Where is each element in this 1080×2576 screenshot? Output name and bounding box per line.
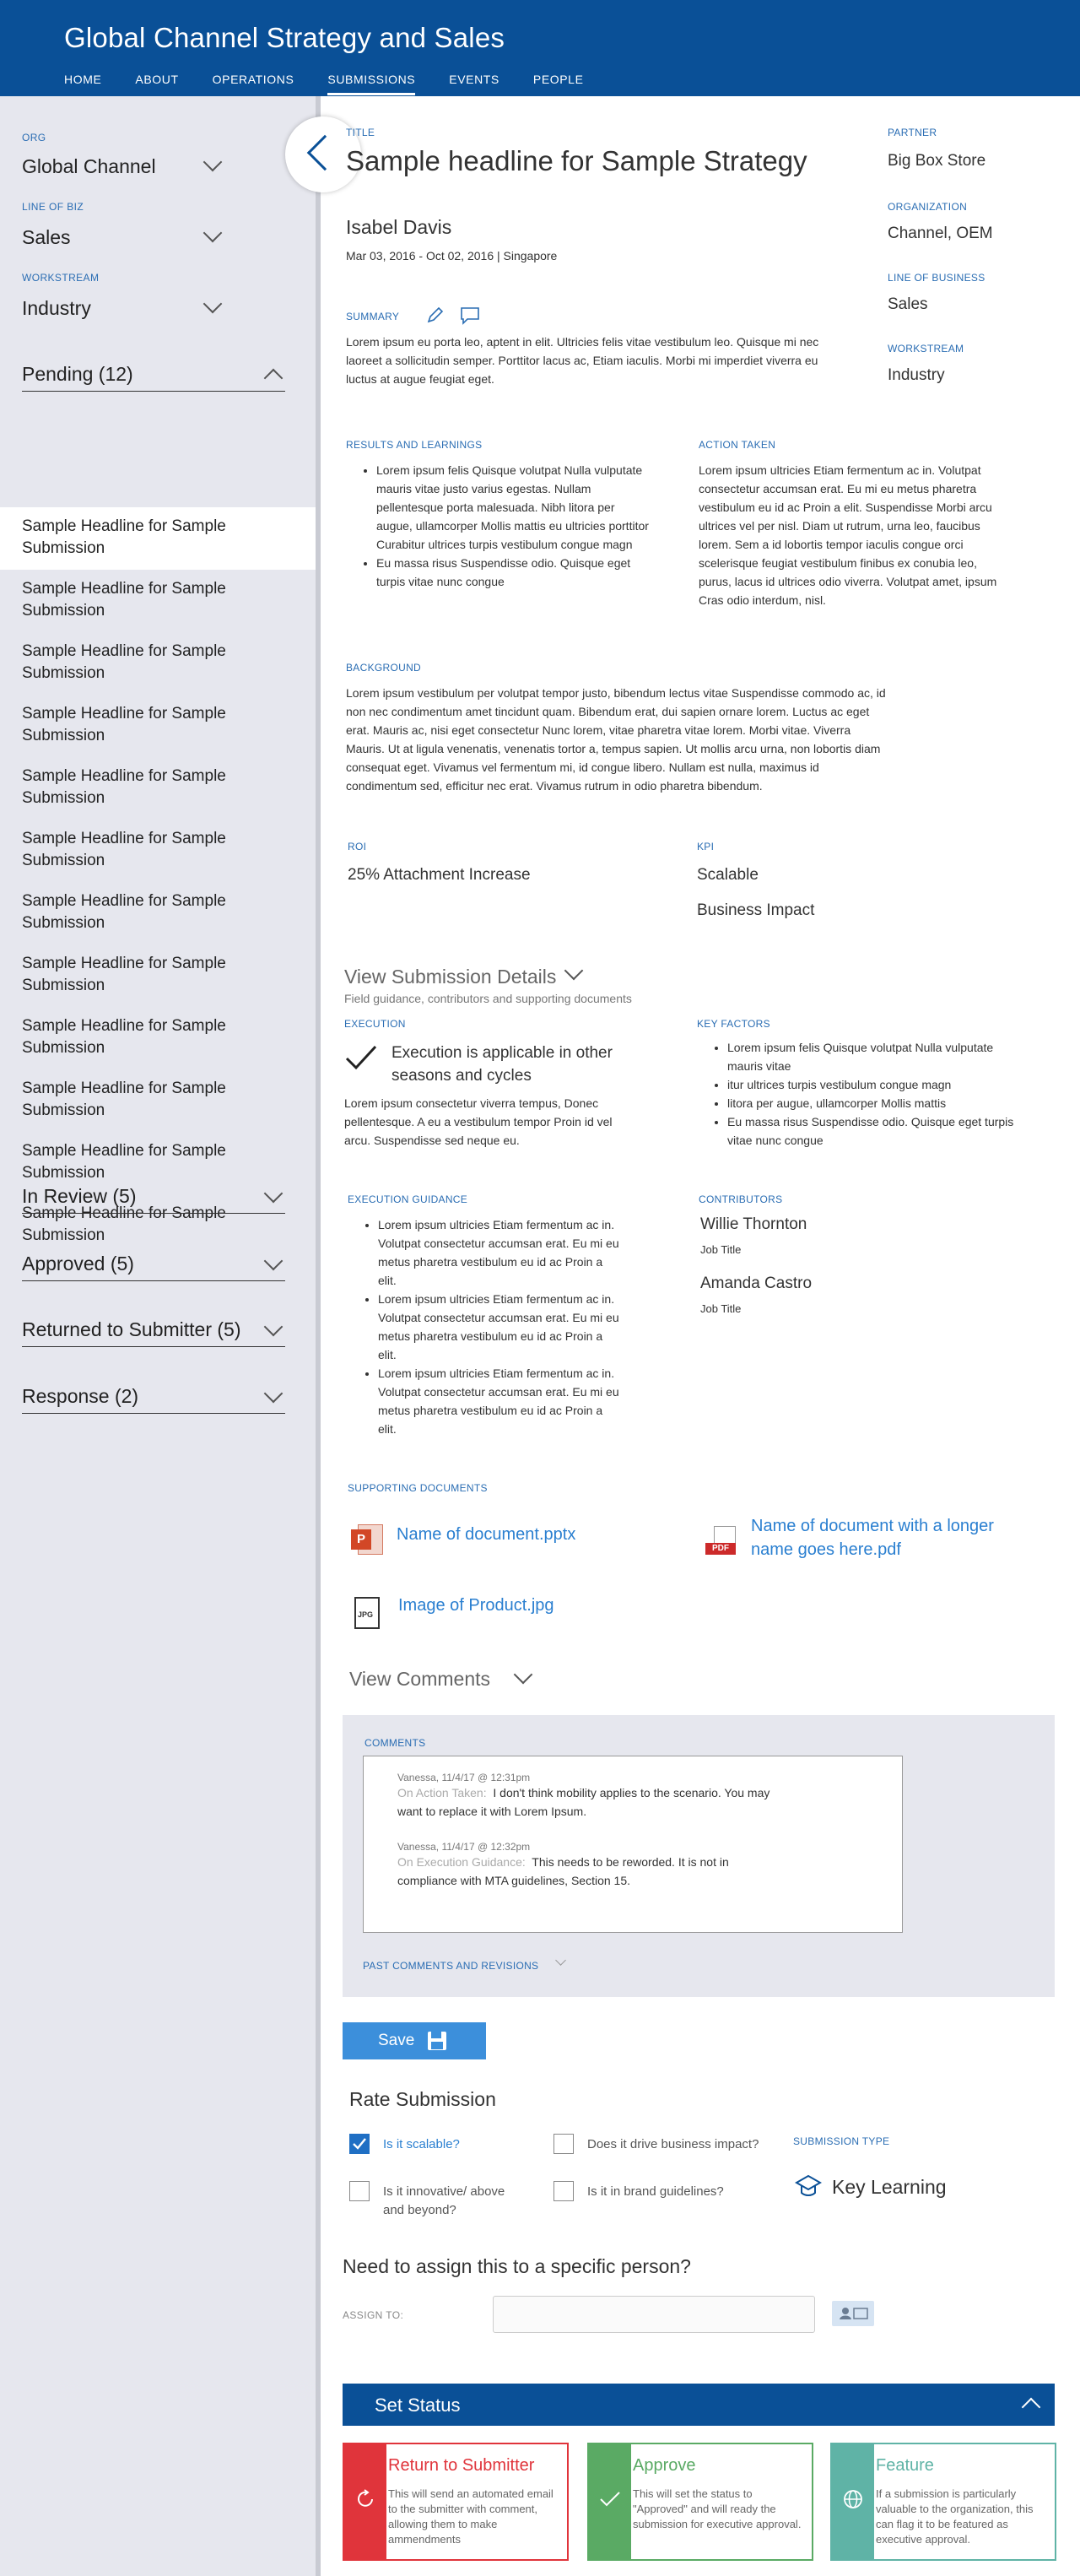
chevron-down-icon	[203, 153, 223, 172]
nav-about[interactable]: ABOUT	[135, 73, 179, 86]
background-label: BACKGROUND	[346, 662, 422, 674]
execution-label: EXECUTION	[344, 1018, 406, 1030]
view-details-subtitle: Field guidance, contributors and supporting documents	[344, 992, 632, 1005]
chevron-down-icon	[264, 1384, 284, 1404]
list-item: • Lorem ipsum felis Quisque volutpat Nulla vulputate mauris vitae	[727, 1038, 1018, 1075]
contributor-name[interactable]: Willie Thornton	[700, 1215, 807, 1233]
key-factors-list	[697, 1038, 1018, 1150]
save-button[interactable]	[343, 2022, 486, 2059]
edit-icon[interactable]	[425, 306, 446, 326]
kpi-label: KPI	[697, 841, 715, 852]
document-link[interactable]: Image of Product.jpg	[398, 1596, 554, 1615]
kpi-value-1: Scalable	[697, 866, 759, 884]
return-description: This will send an automated email to the submitter with comment, allowing them to make ammendments	[388, 2487, 554, 2546]
organization-value: Channel, OEM	[888, 225, 993, 242]
comments-panel	[343, 1715, 1055, 1997]
set-status-label: Set Status	[375, 2395, 461, 2416]
list-item: • Lorem ipsum ultricies Etiam fermentum ac in. Volutpat consectetur accumsan erat. Eu mi eu metus pharetra vestibulum eu id ac Proin a elit.	[378, 1290, 623, 1364]
past-comments-label: PAST COMMENTS AND REVISIONS	[363, 1960, 539, 1972]
nav-submissions[interactable]: SUBMISSIONS	[327, 73, 415, 95]
chevron-down-icon	[203, 224, 223, 243]
assign-label: ASSIGN TO:	[343, 2309, 404, 2321]
approve-card[interactable]	[587, 2443, 813, 2561]
list-item[interactable]: Sample Headline for Sample Submission	[22, 705, 226, 744]
returned-label: Returned to Submitter (5)	[22, 1318, 241, 1340]
contributors-label: CONTRIBUTORS	[699, 1193, 783, 1205]
list-item[interactable]: Sample Headline for Sample Submission	[22, 1142, 226, 1182]
workstream-info-value: Industry	[888, 366, 945, 384]
list-item[interactable]: Sample Headline for Sample Submission	[22, 580, 226, 620]
section-returned[interactable]	[22, 1318, 285, 1347]
lob-info-value: Sales	[888, 295, 928, 313]
document-link[interactable]: Name of document.pptx	[397, 1525, 576, 1544]
contributor-name[interactable]: Amanda Castro	[700, 1274, 813, 1292]
set-status-header[interactable]	[343, 2384, 1055, 2426]
graduation-cap-icon	[795, 2173, 822, 2200]
contact-icon	[832, 2301, 874, 2326]
contributor-title: Job Title	[700, 1243, 742, 1256]
checkmark-icon	[599, 2490, 621, 2508]
pdf-badge: PDF	[705, 1543, 736, 1555]
contributor-title: Job Title	[700, 1302, 742, 1315]
list-item[interactable]: Sample Headline for Sample Submission	[22, 1204, 226, 1244]
brand-label: Is it in brand guidelines?	[587, 2184, 724, 2199]
comment-icon[interactable]	[459, 306, 481, 326]
page-title: Sample headline for Sample Strategy	[346, 145, 807, 176]
comment-text: I don't think mobility applies to the scenario. You may want to replace it with Lorem Ipsum.	[397, 1786, 770, 1818]
nav-people[interactable]: PEOPLE	[532, 73, 584, 86]
list-item[interactable]: Sample Headline for Sample Submission	[22, 1017, 226, 1057]
list-item: • Lorem ipsum felis Quisque volutpat Nulla vulputate mauris vitae justo varius egestas. Nullam pellentesque porta malesuada. Nibh litora per augue, ullamcorper Mollis mattis eu ultricies porttitor Curabitur ultrices turpis vestibulum congue magn	[376, 461, 650, 554]
execution-check-text: Execution is applicable in other seasons and cycles	[392, 1044, 613, 1085]
action-label: ACTION TAKEN	[699, 439, 776, 451]
guidance-list	[348, 1215, 623, 1438]
floppy-disk-icon	[427, 2031, 447, 2051]
chevron-up-icon	[264, 369, 284, 388]
summary-label: SUMMARY	[346, 311, 400, 322]
title-label: TITLE	[346, 127, 375, 138]
comment-body	[397, 1783, 786, 1821]
workstream-info-label: WORKSTREAM	[888, 343, 964, 354]
workstream-select[interactable]	[22, 297, 224, 320]
brand-checkbox[interactable]	[554, 2181, 574, 2201]
section-response[interactable]	[22, 1385, 285, 1414]
pending-label: Pending (12)	[22, 363, 133, 385]
org-label: ORG	[22, 132, 46, 143]
document-link[interactable]: Name of document with a longer name goes here.pdf	[751, 1517, 994, 1559]
execution-text: Lorem ipsum consectetur viverra tempus, Donec pellentesque. A eu a vestibulum tempor Proin id vel arcu. Suspendisse sed neque eu.	[344, 1096, 613, 1147]
section-pending[interactable]	[22, 363, 285, 392]
feature-description: If a submission is particularly valuable to the organization, this can flag it to be featured as executive approval.	[876, 2487, 1034, 2546]
view-comments-toggle[interactable]	[349, 1668, 490, 1691]
comment-ref: On Action Taken:	[397, 1786, 487, 1799]
date-location: Mar 03, 2016 - Oct 02, 2016 | Singapore	[346, 249, 558, 262]
scalable-checkbox[interactable]	[349, 2134, 370, 2154]
roi-value: 25% Attachment Increase	[348, 866, 531, 884]
chevron-left-icon	[307, 135, 343, 170]
globe-icon	[842, 2488, 864, 2510]
approved-label: Approved (5)	[22, 1253, 134, 1274]
innovative-checkbox[interactable]	[349, 2181, 370, 2201]
org-select[interactable]	[22, 155, 224, 178]
key-factors-label: KEY FACTORS	[697, 1018, 770, 1030]
roi-label: ROI	[348, 841, 367, 852]
nav-home[interactable]: HOME	[64, 73, 102, 86]
organization-label: ORGANIZATION	[888, 201, 968, 213]
list-item: • Eu massa risus Suspendisse odio. Quisque eget turpis vitae nunc congue	[376, 554, 650, 591]
feature-title: Feature	[876, 2456, 934, 2475]
action-text: Lorem ipsum ultricies Etiam fermentum ac in. Volutpat consectetur accumsan erat. Eu mi eu metus pharetra vestibulum eu id ac Proin a elit. Suspendisse Morbi arcu ultrices vel per nisl. Diam ut rutrum, urna leo, faucibus lorem. Sem a id lobortis tempor iaculis congue orci scelerisque feugiat vestibulum finibus ex conubia leo, purus, lacus id ultrices odio viverra. Volutpat amet, ipsum Cras odio interdum, nisl.	[699, 463, 997, 607]
workstream-value: Industry	[22, 297, 91, 319]
lob-value: Sales	[22, 226, 71, 248]
chevron-down-icon	[203, 295, 223, 314]
section-in-review[interactable]	[22, 1185, 285, 1214]
app-header	[0, 0, 1080, 96]
return-to-submitter-card[interactable]	[343, 2443, 569, 2561]
list-item[interactable]: Sample Headline for Sample Submission	[0, 507, 316, 570]
chevron-down-icon	[264, 1318, 284, 1337]
return-title: Return to Submitter	[388, 2456, 535, 2475]
chevron-down-icon[interactable]	[564, 961, 584, 981]
response-label: Response (2)	[22, 1385, 139, 1407]
lob-info-label: LINE OF BUSINESS	[888, 272, 986, 284]
pending-list	[0, 507, 316, 1257]
comment	[397, 1772, 786, 1821]
comment-ref: On Execution Guidance:	[397, 1855, 526, 1869]
comment-meta: Vanessa, 11/4/17 @ 12:31pm	[397, 1772, 531, 1783]
assign-title: Need to assign this to a specific person?	[343, 2255, 691, 2277]
approve-side	[589, 2444, 631, 2559]
approve-description: This will set the status to "Approved" and will ready the submission for executive approval.	[633, 2487, 802, 2530]
list-item[interactable]: Sample Headline for Sample Submission	[22, 642, 226, 682]
list-item[interactable]: Sample Headline for Sample Submission	[22, 892, 226, 932]
feature-side	[832, 2444, 874, 2559]
comment-text: This needs to be reworded. It is not in compliance with MTA guidelines, Section 15.	[397, 1855, 729, 1887]
list-item[interactable]: Sample Headline for Sample Submission	[22, 1080, 226, 1119]
list-item: • itur ultrices turpis vestibulum congue magn	[727, 1075, 1018, 1094]
chevron-down-icon	[264, 1252, 284, 1271]
comment	[397, 1841, 786, 1890]
results-label: RESULTS AND LEARNINGS	[346, 439, 483, 451]
nav-operations[interactable]: OPERATIONS	[212, 73, 294, 86]
submission-type-value[interactable]: Key Learning	[832, 2176, 947, 2198]
jpg-badge: JPG	[358, 1610, 374, 1619]
list-item[interactable]: Sample Headline for Sample Submission	[22, 955, 226, 994]
main-nav	[64, 73, 618, 95]
in-review-label: In Review (5)	[22, 1185, 137, 1207]
comment-body	[397, 1853, 786, 1890]
supporting-docs-label: SUPPORTING DOCUMENTS	[348, 1482, 488, 1494]
chevron-up-icon	[1022, 2398, 1041, 2417]
background-text: Lorem ipsum vestibulum per volutpat tempor justo, bibendum lectus vitae Suspendisse commodo ac, id non nec condimentum amet tincidunt quam. Bibendum erat, dui sapien ornare lorem. Luctus ac eget erat. Mauris ac, nisi eget consectetur Nunc lorem, vitae pharetra vitae lorem. Morbi vitae. Viverra Mauris. Ut at ligula venenatis, venenatis tortor a, tempus sapien. Ut mollis arcu urna, non lobortis diam consequat eget. Vivamus vel fermentum mi, id congue libero. Nullam est nulla, maximus id condimentum sed, efficitur nec erat. Vivamus rutrum in odio pharetra bibendum.	[346, 686, 886, 793]
address-book-button[interactable]	[832, 2301, 874, 2326]
kpi-value-2: Business Impact	[697, 901, 815, 919]
scalable-label: Is it scalable?	[383, 2137, 460, 2151]
return-side	[344, 2444, 386, 2559]
list-item: • Lorem ipsum ultricies Etiam fermentum ac in. Volutpat consectetur accumsan erat. Eu mi eu metus pharetra vestibulum eu id ac Proin a elit.	[378, 1215, 623, 1290]
save-label: Save	[378, 2032, 415, 2049]
sidebar	[0, 96, 321, 2576]
author-name: Isabel Davis	[346, 216, 452, 238]
lob-label: LINE OF BIZ	[22, 201, 84, 213]
feature-card[interactable]	[830, 2443, 1056, 2561]
pptx-file-icon	[351, 1524, 383, 1555]
view-comments-label: View Comments	[349, 1668, 491, 1690]
past-comments-toggle[interactable]	[363, 1960, 538, 1972]
approve-title: Approve	[633, 2456, 696, 2475]
list-item: • Eu massa risus Suspendisse odio. Quisque eget turpis vitae nunc congue	[727, 1112, 1018, 1150]
submission-type-label: SUBMISSION TYPE	[793, 2135, 890, 2147]
nav-events[interactable]: EVENTS	[449, 73, 500, 86]
lob-select[interactable]	[22, 226, 224, 249]
list-item[interactable]: Sample Headline for Sample Submission	[22, 767, 226, 807]
workstream-label: WORKSTREAM	[22, 272, 100, 284]
checkmark-icon	[350, 2135, 369, 2153]
pdf-file-icon	[705, 1526, 739, 1558]
view-details-toggle[interactable]	[344, 966, 556, 988]
comment-meta: Vanessa, 11/4/17 @ 12:32pm	[397, 1841, 531, 1853]
checkmark-icon	[344, 1043, 378, 1074]
view-details-label: View Submission Details	[344, 966, 557, 988]
results-list	[346, 461, 650, 591]
chevron-down-icon[interactable]	[555, 1955, 566, 1966]
list-item: • litora per augue, ullamcorper Mollis mattis	[727, 1094, 1018, 1112]
chevron-down-icon	[264, 1184, 284, 1204]
section-approved[interactable]	[22, 1253, 285, 1281]
innovative-label: Is it innovative/ above and beyond?	[383, 2184, 505, 2217]
partner-value: Big Box Store	[888, 152, 986, 170]
guidance-label: EXECUTION GUIDANCE	[348, 1193, 468, 1205]
impact-label: Does it drive business impact?	[587, 2137, 759, 2151]
app-title: Global Channel Strategy and Sales	[64, 22, 505, 53]
jpg-file-icon	[354, 1597, 380, 1629]
comments-label: COMMENTS	[364, 1737, 426, 1749]
partner-label: PARTNER	[888, 127, 937, 138]
assign-to-input[interactable]	[493, 2296, 815, 2333]
summary-text: Lorem ipsum eu porta leo, aptent in elit. Ultricies felis vitae vestibulum leo. Quisque mi nec laoreet a sollicitudin semper. Porttitor lacus ac, Etiam iaculis. Morbi mi imperdiet viverra eu luctus at augue feugiat eget.	[346, 335, 819, 386]
refresh-icon	[354, 2488, 376, 2510]
pptx-badge: P	[351, 1529, 371, 1550]
rate-submission-title: Rate Submission	[349, 2088, 496, 2110]
list-item: • Lorem ipsum ultricies Etiam fermentum ac in. Volutpat consectetur accumsan erat. Eu mi eu metus pharetra vestibulum eu id ac Proin a elit.	[378, 1364, 623, 1438]
chevron-down-icon[interactable]	[514, 1665, 533, 1685]
org-value: Global Channel	[22, 155, 156, 177]
comments-list[interactable]	[363, 1756, 903, 1933]
impact-checkbox[interactable]	[554, 2134, 574, 2154]
list-item[interactable]: Sample Headline for Sample Submission	[22, 830, 226, 869]
